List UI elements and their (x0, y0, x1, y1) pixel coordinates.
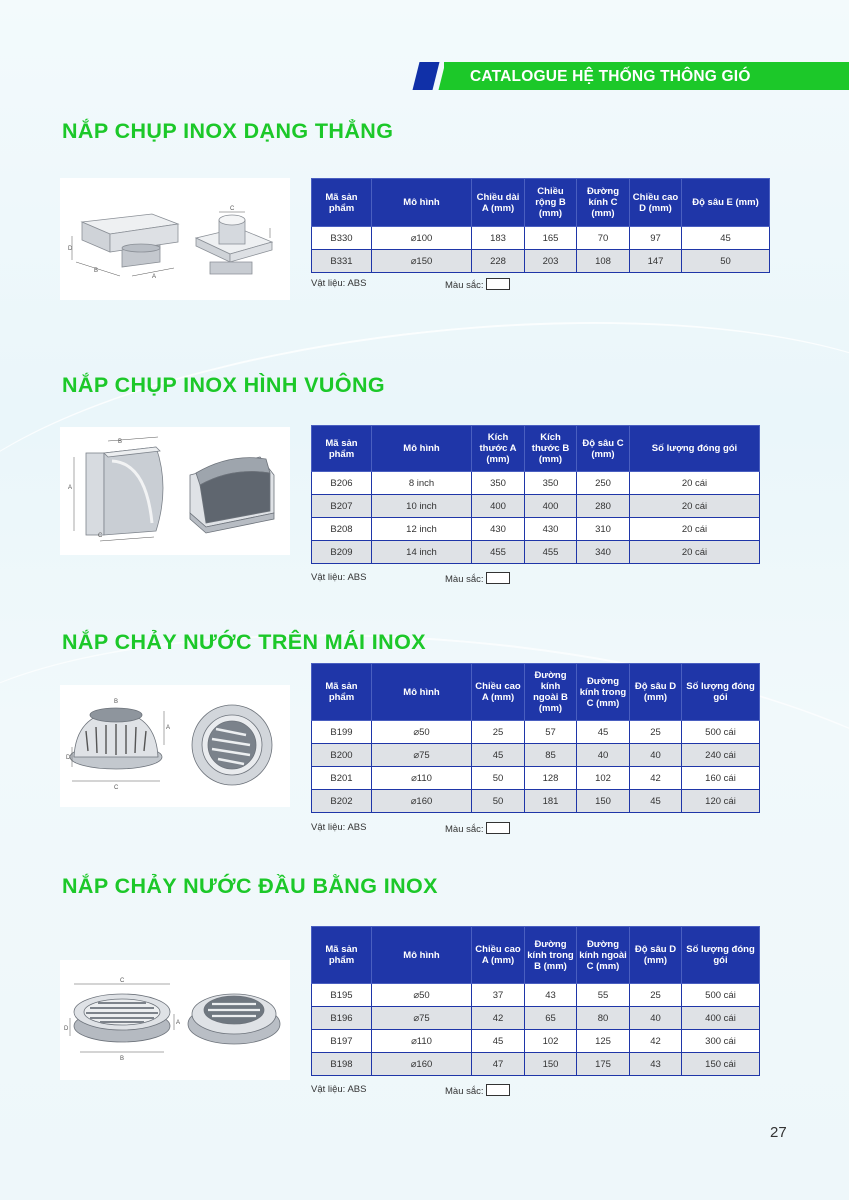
column-header: Độ sâu E (mm) (682, 179, 770, 227)
dimension-label: A (152, 274, 157, 280)
table-cell: 310 (577, 518, 630, 541)
page-number: 27 (770, 1124, 787, 1141)
table-cell: B209 (312, 541, 372, 564)
color-swatch (486, 1084, 510, 1096)
column-header: Chiều rộng B (mm) (525, 179, 577, 227)
header-accent-bar (413, 62, 440, 90)
material-note: Vật liệu: ABS (311, 1084, 367, 1095)
column-header: Độ sâu D (mm) (630, 927, 682, 984)
material-note: Vật liệu: ABS (311, 572, 367, 583)
table-cell: 400 (525, 495, 577, 518)
table-cell: 20 cái (630, 541, 760, 564)
table-cell: 85 (525, 744, 577, 767)
dimension-label: B (94, 268, 99, 274)
table-row (312, 472, 760, 495)
table-cell: B208 (312, 518, 372, 541)
table-cell: 250 (577, 472, 630, 495)
table-cell: ⌀100 (372, 227, 472, 250)
dimension-label: D (66, 755, 71, 761)
dimension-label: C (114, 785, 119, 791)
table-row (312, 1030, 760, 1053)
table-row (312, 518, 760, 541)
column-header: Mã sản phẩm (312, 664, 372, 721)
table-cell: 350 (525, 472, 577, 495)
table-cell: 455 (472, 541, 525, 564)
table-cell: ⌀75 (372, 744, 472, 767)
column-header: Kích thước B (mm) (525, 426, 577, 472)
section-title: NẮP CHỤP INOX DẠNG THẲNG (62, 119, 394, 143)
table-header-row (312, 927, 760, 984)
section-title: NẮP CHẢY NƯỚC ĐẦU BẰNG INOX (62, 874, 438, 898)
column-header: Độ sâu C (mm) (577, 426, 630, 472)
table-cell: 42 (630, 1030, 682, 1053)
column-header: Mô hình (372, 927, 472, 984)
table-cell: 40 (630, 744, 682, 767)
table-cell: B198 (312, 1053, 372, 1076)
table-cell: 175 (577, 1053, 630, 1076)
table-cell: 45 (472, 1030, 525, 1053)
dimension-label: A (166, 725, 171, 731)
color-note (445, 572, 510, 585)
table-cell: 120 cái (682, 790, 760, 813)
table-row (312, 1053, 760, 1076)
table-cell: 45 (577, 721, 630, 744)
table-cell: 400 cái (682, 1007, 760, 1030)
table-row (312, 767, 760, 790)
table-cell: 20 cái (630, 518, 760, 541)
section-title: NẮP CHỤP INOX HÌNH VUÔNG (62, 373, 385, 397)
dimension-label: A (68, 485, 73, 491)
table-cell: B200 (312, 744, 372, 767)
table-cell: 10 inch (372, 495, 472, 518)
table-cell: B331 (312, 250, 372, 273)
column-header: Mô hình (372, 426, 472, 472)
table-cell: 181 (525, 790, 577, 813)
dimension-label: B (118, 439, 123, 445)
table-cell: B196 (312, 1007, 372, 1030)
table-row (312, 1007, 760, 1030)
table-cell: 25 (630, 984, 682, 1007)
table-cell: 150 (577, 790, 630, 813)
table-cell: B197 (312, 1030, 372, 1053)
product-image-flat-drain (60, 960, 290, 1080)
table-cell: 400 (472, 495, 525, 518)
spec-table-roof-drain (311, 663, 760, 813)
table-cell: 40 (630, 1007, 682, 1030)
table-cell: 70 (577, 227, 630, 250)
table-cell: 20 cái (630, 495, 760, 518)
color-note (445, 278, 510, 291)
dimension-label: B (120, 1056, 125, 1062)
table-cell: 430 (525, 518, 577, 541)
table-cell: 45 (472, 744, 525, 767)
table-row (312, 227, 770, 250)
section-title: NẮP CHẢY NƯỚC TRÊN MÁI INOX (62, 630, 426, 654)
table-cell: 37 (472, 984, 525, 1007)
table-cell: ⌀150 (372, 250, 472, 273)
table-cell: 183 (472, 227, 525, 250)
dimension-label: D (64, 1026, 69, 1032)
table-cell: 80 (577, 1007, 630, 1030)
table-cell: 12 inch (372, 518, 472, 541)
table-cell: 430 (472, 518, 525, 541)
table-row (312, 984, 760, 1007)
product-image-square-hood (60, 427, 290, 555)
table-cell: 20 cái (630, 472, 760, 495)
table-cell: 57 (525, 721, 577, 744)
table-cell: 300 cái (682, 1030, 760, 1053)
color-label: Màu sắc: (445, 574, 484, 585)
table-cell: 147 (630, 250, 682, 273)
table-cell: 45 (682, 227, 770, 250)
column-header: Đường kính trong C (mm) (577, 664, 630, 721)
table-cell: 125 (577, 1030, 630, 1053)
table-cell: B330 (312, 227, 372, 250)
table-cell: 14 inch (372, 541, 472, 564)
table-cell: ⌀75 (372, 1007, 472, 1030)
column-header: Đường kính C (mm) (577, 179, 630, 227)
column-header: Mã sản phẩm (312, 426, 372, 472)
table-cell: 55 (577, 984, 630, 1007)
table-cell: 50 (472, 767, 525, 790)
column-header: Số lượng đóng gói (682, 927, 760, 984)
column-header: Chiều cao A (mm) (472, 927, 525, 984)
column-header: Kích thước A (mm) (472, 426, 525, 472)
table-row (312, 495, 760, 518)
column-header: Chiều cao D (mm) (630, 179, 682, 227)
table-cell: 97 (630, 227, 682, 250)
column-header: Chiều dài A (mm) (472, 179, 525, 227)
dimension-label: C (230, 206, 235, 212)
column-header: Đường kính ngoài B (mm) (525, 664, 577, 721)
table-cell: B201 (312, 767, 372, 790)
table-cell: 102 (577, 767, 630, 790)
column-header: Độ sâu D (mm) (630, 664, 682, 721)
spec-table-flat-drain (311, 926, 760, 1076)
table-cell: ⌀50 (372, 721, 472, 744)
dimension-label: C (98, 533, 103, 539)
table-cell: ⌀110 (372, 767, 472, 790)
table-cell: 42 (630, 767, 682, 790)
column-header: Mã sản phẩm (312, 179, 372, 227)
product-image-roof-drain (60, 685, 290, 807)
table-row (312, 790, 760, 813)
table-cell: 43 (525, 984, 577, 1007)
table-cell: 128 (525, 767, 577, 790)
table-cell: 240 cái (682, 744, 760, 767)
color-note (445, 1084, 510, 1097)
table-row (312, 744, 760, 767)
table-cell: 500 cái (682, 984, 760, 1007)
table-cell: 43 (630, 1053, 682, 1076)
spec-table-square-hood (311, 425, 760, 564)
color-label: Màu sắc: (445, 280, 484, 291)
table-cell: B199 (312, 721, 372, 744)
table-cell: 160 cái (682, 767, 760, 790)
table-cell: ⌀50 (372, 984, 472, 1007)
table-cell: 150 cái (682, 1053, 760, 1076)
table-cell: B195 (312, 984, 372, 1007)
product-image-straight-hood (60, 178, 290, 300)
table-cell: B202 (312, 790, 372, 813)
column-header: Số lượng đóng gói (682, 664, 760, 721)
column-header: Đường kính trong B (mm) (525, 927, 577, 984)
dimension-label: C (120, 978, 125, 984)
table-cell: 42 (472, 1007, 525, 1030)
table-row (312, 541, 760, 564)
catalogue-title: CATALOGUE HỆ THỐNG THÔNG GIÓ (470, 68, 751, 85)
table-cell: 65 (525, 1007, 577, 1030)
table-cell: 350 (472, 472, 525, 495)
table-cell: 8 inch (372, 472, 472, 495)
column-header: Số lượng đóng gói (630, 426, 760, 472)
dimension-label: D (68, 246, 73, 252)
table-cell: 228 (472, 250, 525, 273)
table-cell: 203 (525, 250, 577, 273)
table-cell: 50 (682, 250, 770, 273)
column-header: Mô hình (372, 664, 472, 721)
table-row (312, 721, 760, 744)
table-cell: 150 (525, 1053, 577, 1076)
table-cell: ⌀160 (372, 1053, 472, 1076)
dimension-label: B (114, 699, 119, 705)
table-cell: 25 (630, 721, 682, 744)
color-swatch (486, 278, 510, 290)
column-header: Mô hình (372, 179, 472, 227)
table-cell: 108 (577, 250, 630, 273)
color-note (445, 822, 510, 835)
table-cell: 340 (577, 541, 630, 564)
table-cell: 500 cái (682, 721, 760, 744)
dimension-label: A (176, 1020, 181, 1026)
color-swatch (486, 822, 510, 834)
material-note: Vật liệu: ABS (311, 822, 367, 833)
material-note: Vật liệu: ABS (311, 278, 367, 289)
table-cell: 40 (577, 744, 630, 767)
table-cell: 50 (472, 790, 525, 813)
table-header-row (312, 179, 770, 227)
color-label: Màu sắc: (445, 1086, 484, 1097)
table-cell: 455 (525, 541, 577, 564)
table-cell: B206 (312, 472, 372, 495)
table-cell: 165 (525, 227, 577, 250)
column-header: Mã sản phẩm (312, 927, 372, 984)
table-cell: ⌀160 (372, 790, 472, 813)
column-header: Chiều cao A (mm) (472, 664, 525, 721)
table-cell: ⌀110 (372, 1030, 472, 1053)
table-row (312, 250, 770, 273)
table-cell: 102 (525, 1030, 577, 1053)
table-cell: B207 (312, 495, 372, 518)
column-header: Đường kính ngoài C (mm) (577, 927, 630, 984)
table-cell: 45 (630, 790, 682, 813)
spec-table-straight-hood (311, 178, 770, 273)
color-label: Màu sắc: (445, 824, 484, 835)
table-header-row (312, 664, 760, 721)
table-cell: 47 (472, 1053, 525, 1076)
table-cell: 25 (472, 721, 525, 744)
table-header-row (312, 426, 760, 472)
table-cell: 280 (577, 495, 630, 518)
color-swatch (486, 572, 510, 584)
